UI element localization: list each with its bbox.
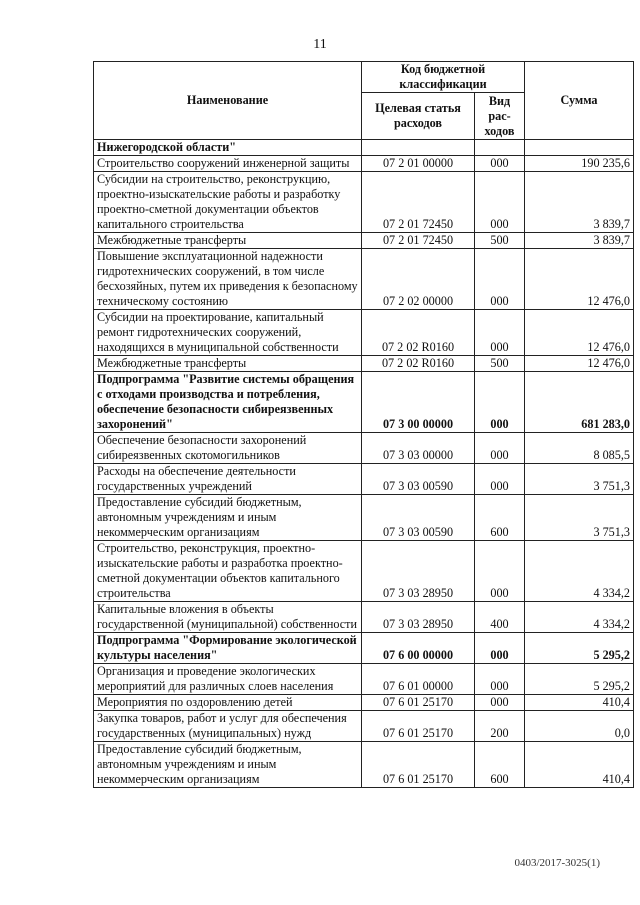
row-sum-cell: 410,4 <box>525 695 634 711</box>
table-row <box>94 140 634 156</box>
table-header <box>94 62 634 140</box>
row-sum-cell: 5 295,2 <box>525 664 634 695</box>
row-sum-cell: 681 283,0 <box>525 372 634 433</box>
row-sum-cell: 3 839,7 <box>525 172 634 233</box>
row-code-cell: 07 6 01 00000 <box>362 664 475 695</box>
table-row <box>94 495 634 541</box>
row-sum-cell: 12 476,0 <box>525 356 634 372</box>
header-sum: Сумма <box>525 62 634 140</box>
table-row <box>94 664 634 695</box>
row-vid-cell: 000 <box>475 249 525 310</box>
row-vid-cell: 000 <box>475 464 525 495</box>
row-code-cell: 07 3 03 00590 <box>362 464 475 495</box>
table-body <box>94 140 634 788</box>
row-vid-cell: 000 <box>475 633 525 664</box>
row-sum-cell: 0,0 <box>525 711 634 742</box>
row-name-cell: Организация и проведение экологических мероприятий для различных слоев населения <box>94 664 362 695</box>
row-code-cell: 07 2 02 R0160 <box>362 356 475 372</box>
row-vid-cell: 000 <box>475 310 525 356</box>
row-code-cell: 07 2 02 00000 <box>362 249 475 310</box>
table-row <box>94 433 634 464</box>
row-sum-cell: 3 839,7 <box>525 233 634 249</box>
row-vid-cell: 000 <box>475 664 525 695</box>
table-row <box>94 695 634 711</box>
row-code-cell: 07 6 01 25170 <box>362 742 475 788</box>
row-name-cell: Межбюджетные трансферты <box>94 233 362 249</box>
row-vid-cell: 500 <box>475 356 525 372</box>
table-row <box>94 356 634 372</box>
row-sum-cell: 8 085,5 <box>525 433 634 464</box>
document-footer-code: 0403/2017-3025(1) <box>514 857 600 869</box>
row-name-cell: Субсидии на строительство, реконструкцию, проектно-изыскательские работы и разработку проектно-сметной документации объектов капитального строительства <box>94 172 362 233</box>
row-name-cell: Предоставление субсидий бюджетным, автономным учреждениям и иным некоммерческим организациям <box>94 495 362 541</box>
row-sum-cell: 3 751,3 <box>525 464 634 495</box>
row-code-cell: 07 2 01 72450 <box>362 172 475 233</box>
row-vid-cell: 000 <box>475 172 525 233</box>
row-name-cell: Субсидии на проектирование, капитальный ремонт гидротехнических сооружений, находящихся в муниципальной собственности <box>94 310 362 356</box>
row-code-cell: 07 3 03 00000 <box>362 433 475 464</box>
page-number: 11 <box>313 37 327 52</box>
row-code-cell: 07 6 01 25170 <box>362 711 475 742</box>
table-row <box>94 310 634 356</box>
row-code-cell: 07 3 03 28950 <box>362 602 475 633</box>
row-name-cell: Мероприятия по оздоровлению детей <box>94 695 362 711</box>
row-vid-cell: 000 <box>475 433 525 464</box>
row-vid-cell: 200 <box>475 711 525 742</box>
row-name-cell: Строительство, реконструкция, проектно-изыскательские работы и разработка проектно-сметной документации объектов капитального строительства <box>94 541 362 602</box>
row-vid-cell: 000 <box>475 372 525 433</box>
row-code-cell: 07 3 00 00000 <box>362 372 475 433</box>
row-vid-cell: 600 <box>475 495 525 541</box>
row-vid-cell: 400 <box>475 602 525 633</box>
row-name-cell: Межбюджетные трансферты <box>94 356 362 372</box>
header-target-article: Целевая статья расходов <box>362 93 475 140</box>
row-name-cell: Нижегородской области" <box>94 140 362 156</box>
table-row <box>94 742 634 788</box>
row-vid-cell: 500 <box>475 233 525 249</box>
row-sum-cell <box>525 140 634 156</box>
row-code-cell: 07 3 03 00590 <box>362 495 475 541</box>
table-row <box>94 156 634 172</box>
row-vid-cell <box>475 140 525 156</box>
row-sum-cell: 5 295,2 <box>525 633 634 664</box>
table-row <box>94 711 634 742</box>
row-code-cell: 07 6 00 00000 <box>362 633 475 664</box>
header-code-group: Код бюджетной классификации <box>362 62 525 93</box>
row-name-cell: Расходы на обеспечение деятельности государственных учреждений <box>94 464 362 495</box>
row-name-cell: Повышение эксплуатационной надежности гидротехнических сооружений, в том числе бесхозяйных, путем их приведения к безопасному техническому состоянию <box>94 249 362 310</box>
row-name-cell: Подпрограмма "Развитие системы обращения с отходами производства и потребления, обеспечение безопасности сибиреязвенных захоронений" <box>94 372 362 433</box>
table-row <box>94 633 634 664</box>
row-vid-cell: 000 <box>475 541 525 602</box>
row-name-cell: Капитальные вложения в объекты государственной (муниципальной) собственности <box>94 602 362 633</box>
header-name: Наименование <box>94 62 362 140</box>
row-name-cell: Предоставление субсидий бюджетным, автономным учреждениям и иным некоммерческим организациям <box>94 742 362 788</box>
row-sum-cell: 3 751,3 <box>525 495 634 541</box>
row-code-cell: 07 2 02 R0160 <box>362 310 475 356</box>
table-row <box>94 464 634 495</box>
row-sum-cell: 4 334,2 <box>525 602 634 633</box>
header-expense-type: Вид рас- ходов <box>475 93 525 140</box>
row-sum-cell: 190 235,6 <box>525 156 634 172</box>
row-code-cell <box>362 140 475 156</box>
table-row <box>94 233 634 249</box>
budget-table <box>93 61 634 788</box>
table-row <box>94 541 634 602</box>
row-name-cell: Обеспечение безопасности захоронений сибиреязвенных скотомогильников <box>94 433 362 464</box>
row-name-cell: Строительство сооружений инженерной защиты <box>94 156 362 172</box>
row-code-cell: 07 2 01 00000 <box>362 156 475 172</box>
row-vid-cell: 600 <box>475 742 525 788</box>
row-sum-cell: 4 334,2 <box>525 541 634 602</box>
table-row <box>94 372 634 433</box>
row-code-cell: 07 6 01 25170 <box>362 695 475 711</box>
row-code-cell: 07 3 03 28950 <box>362 541 475 602</box>
row-vid-cell: 000 <box>475 156 525 172</box>
table-row <box>94 602 634 633</box>
row-name-cell: Закупка товаров, работ и услуг для обеспечения государственных (муниципальных) нужд <box>94 711 362 742</box>
row-sum-cell: 12 476,0 <box>525 310 634 356</box>
row-sum-cell: 410,4 <box>525 742 634 788</box>
row-name-cell: Подпрограмма "Формирование экологической культуры населения" <box>94 633 362 664</box>
table-row <box>94 249 634 310</box>
row-vid-cell: 000 <box>475 695 525 711</box>
table-row <box>94 172 634 233</box>
row-sum-cell: 12 476,0 <box>525 249 634 310</box>
row-code-cell: 07 2 01 72450 <box>362 233 475 249</box>
